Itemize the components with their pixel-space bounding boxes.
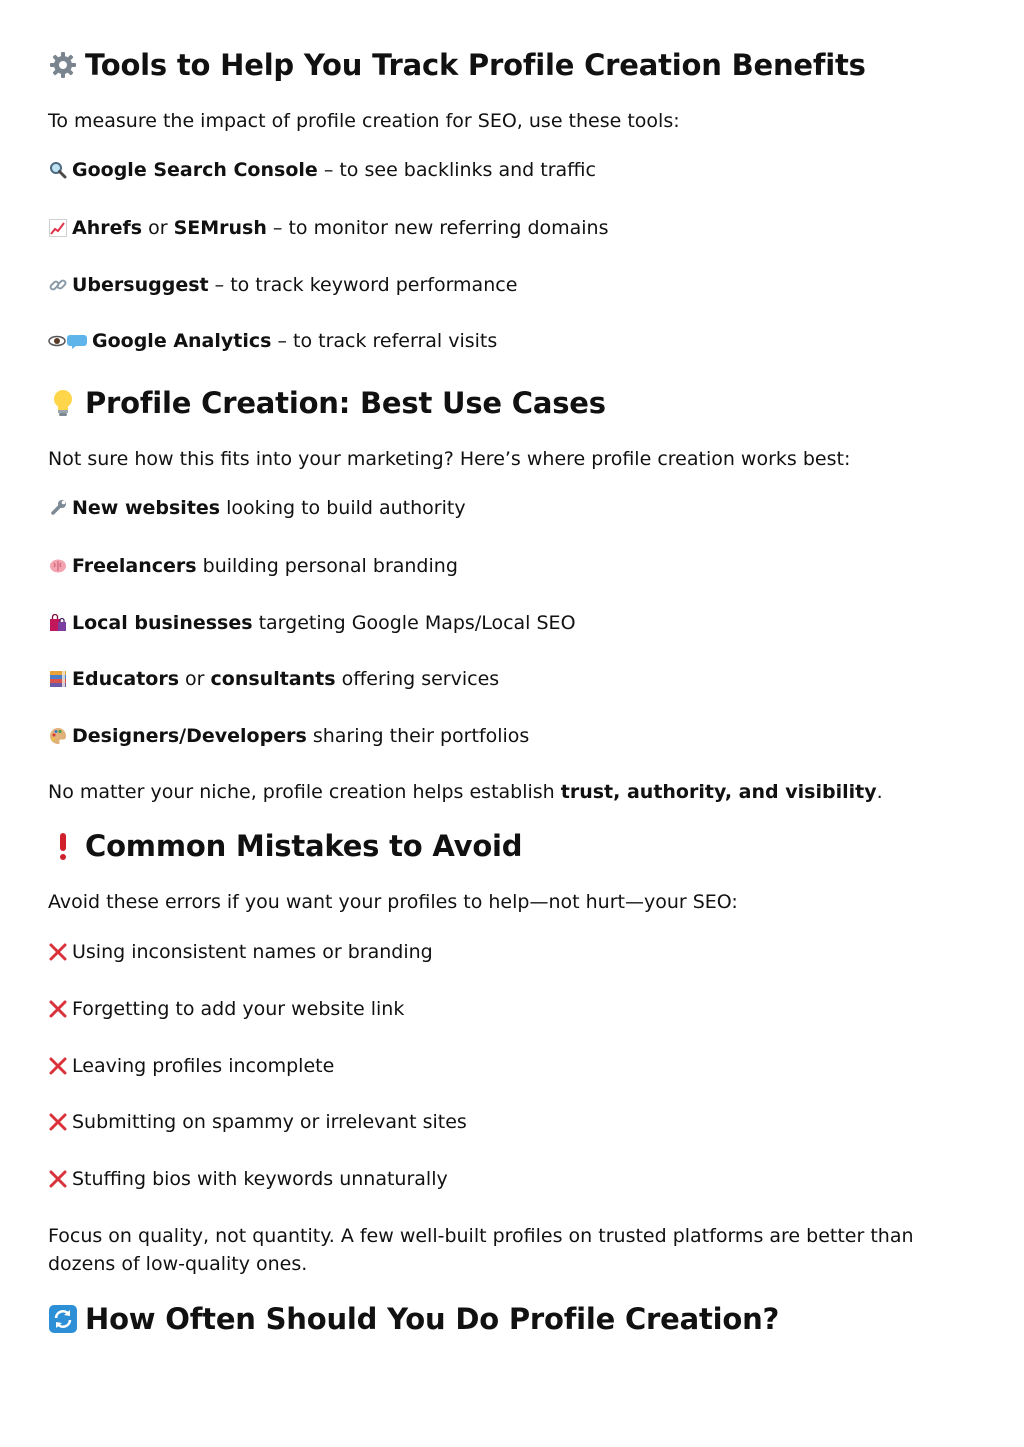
tool-name: Ubersuggest: [72, 274, 209, 296]
use-case-desc: building personal branding: [196, 555, 458, 577]
list-item: [48, 1108, 984, 1136]
exclamation-icon: [48, 831, 78, 861]
gear-icon: [48, 50, 78, 80]
use-case-desc: offering services: [335, 668, 500, 690]
tool-desc: – to see backlinks and traffic: [317, 159, 596, 181]
palette-icon: [48, 726, 68, 746]
use-cases-intro: Not sure how this fits into your marketing? Here’s where profile creation works best:: [48, 448, 851, 470]
cross-mark-icon: [48, 1056, 68, 1076]
outro-text: No matter your niche, profile creation helps establish: [48, 781, 561, 803]
use-cases-heading-text: Profile Creation: Best Use Cases: [85, 386, 606, 420]
lightbulb-icon: [48, 388, 78, 418]
list-item: [48, 552, 984, 580]
use-case-desc: sharing their portfolios: [306, 725, 530, 747]
tools-heading-text: Tools to Help You Track Profile Creation Benefits: [85, 48, 866, 82]
use-case-desc: targeting Google Maps/Local SEO: [252, 612, 576, 634]
use-case-name: Designers/Developers: [72, 725, 307, 747]
use-case-name: New websites: [72, 497, 221, 519]
list-item: [48, 327, 984, 355]
tool-name: Ahrefs: [72, 217, 143, 239]
refresh-icon: [48, 1304, 78, 1334]
list-item: [48, 494, 984, 522]
tools-intro: To measure the impact of profile creation for SEO, use these tools:: [48, 110, 680, 132]
cross-mark-icon: [48, 1112, 68, 1132]
list-item: [48, 665, 984, 693]
chart-increasing-icon: [48, 218, 68, 238]
list-item: [48, 1165, 984, 1193]
outro-end: .: [876, 781, 883, 803]
outro-emphasis: trust, authority, and visibility: [560, 781, 877, 803]
use-cases-outro: [48, 778, 984, 806]
use-case-name: Freelancers: [72, 555, 197, 577]
tool-desc: – to monitor new referring domains: [266, 217, 609, 239]
list-item: [48, 995, 984, 1023]
mistake-text: Using inconsistent names or branding: [72, 941, 433, 963]
magnifier-icon: [48, 160, 68, 180]
mistake-text: Submitting on spammy or irrelevant sites: [72, 1111, 467, 1133]
link-icon: [48, 275, 68, 295]
mistakes-heading: [48, 829, 984, 863]
wrench-icon: [48, 498, 68, 518]
mistakes-intro: Avoid these errors if you want your profiles to help—not hurt—your SEO:: [48, 891, 738, 913]
mistakes-heading-text: Common Mistakes to Avoid: [85, 829, 523, 863]
cross-mark-icon: [48, 942, 68, 962]
mistakes-outro: Focus on quality, not quantity. A few well-built profiles on trusted platforms are better than dozens of low-quality ones.: [48, 1225, 914, 1275]
cross-mark-icon: [48, 999, 68, 1019]
brain-icon: [48, 556, 68, 576]
list-item: [48, 722, 984, 750]
tool-name: Google Search Console: [72, 159, 318, 181]
tool-name: SEMrush: [173, 217, 267, 239]
shopping-bags-icon: [48, 613, 68, 633]
use-case-name: Educators: [72, 668, 180, 690]
frequency-heading-text: How Often Should You Do Profile Creation?: [85, 1302, 780, 1336]
mistake-text: Stuffing bios with keywords unnaturally: [72, 1168, 448, 1190]
eye-speech-bubble-icon: [48, 331, 88, 351]
mistake-text: Leaving profiles incomplete: [72, 1055, 335, 1077]
tools-heading: [48, 48, 984, 82]
tool-desc: – to track keyword performance: [208, 274, 518, 296]
tool-name: Google Analytics: [92, 330, 272, 352]
list-item: [48, 156, 984, 184]
use-case-name: consultants: [210, 668, 336, 690]
books-icon: [48, 669, 68, 689]
list-item: [48, 609, 984, 637]
list-item: [48, 938, 984, 966]
use-cases-heading: [48, 386, 984, 420]
use-case-name: Local businesses: [72, 612, 253, 634]
list-item: [48, 1052, 984, 1080]
tool-connector: or: [142, 217, 174, 239]
use-case-desc: looking to build authority: [220, 497, 466, 519]
mistake-text: Forgetting to add your website link: [72, 998, 405, 1020]
tool-desc: – to track referral visits: [271, 330, 498, 352]
use-case-connector: or: [179, 668, 211, 690]
list-item: [48, 271, 984, 299]
frequency-heading: [48, 1302, 984, 1336]
cross-mark-icon: [48, 1169, 68, 1189]
list-item: [48, 214, 984, 242]
